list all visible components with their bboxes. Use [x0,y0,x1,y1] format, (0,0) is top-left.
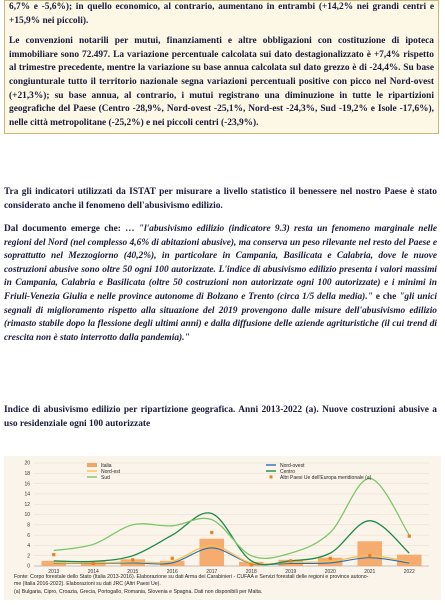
y-tick-label: 10 [24,512,30,519]
marker-altri-paesi [289,559,292,562]
marker-altri-paesi [131,558,134,561]
chart-source-line-2: me (Italia 2016-2022). Elaborazioni su dati JRC (Altri Paesi Ue). [14,581,161,587]
legend-label: Centro [280,468,296,475]
marker-altri-paesi [408,535,411,538]
chart-caption: Indice di abusivismo edilizio per ripartizione geografica. Anni 2013-2022 (a). Nuove costruzioni abusive a uso residenziale ogni 100 autorizzate [4,405,437,429]
chart-note: (a) Bulgaria, Cipro, Croazia, Grecia, Portogallo, Romania, Slovenia e Spagna. Dati non disponibili per Malta. [14,589,263,595]
marker-altri-paesi [92,562,95,565]
marker-altri-paesi [210,531,213,534]
bar-italia [358,541,382,566]
abusivismo-chart [4,456,441,600]
chart-source-line-1: Fonte: Corpo forestale dello Stato (Italia 2013-2016). Elaborazione su dati Arma dei Carabinieri - CUFAA e Servizi forestali delle regioni e province autono- [14,574,369,580]
x-tick-label: 2017 [206,569,218,575]
quote-miglioramento: "gli unici segnali di miglioramento rispetto alla situazione del 2019 provengono dalle misure dell'abusivismo edilizio (rimasto stabile dopo la flessione degli ultimi anni) e dalla diffusione delle aziende agrituristiche (il cui trend di crescita non è stato interrotto dalla pandemia)." [4,291,437,343]
marker-altri-paesi [329,557,332,560]
paragraph-istat-intro: Tra gli indicatori utilizzati da ISTAT per misurare a livello statistico il benessere nel nostro Paese è stato considerato anche il fenomeno dell'abusivismo edilizio. [4,187,437,211]
paragraph-mortgages: Le convenzioni notarili per mutui, finanziamenti e altre obbligazioni con costituzione di ipoteca immobiliare sono 72.497. La variazione percentuale calcolata sui dato destagionalizzato è +7,4% rispetto al trimestre precedente, mentre la variazione su base annua calcolata sul dato grezzo è di -24,4%. Su base congiunturale tutto il territorio nazionale segna variazioni percentuali positive con picco nel Nord-ovest (+21,3%); su base annua, al contrario, i mutui registrano una diminuzione in tutte le ripartizioni geografiche del Paese (Centro -28,9%, Nord-ovest -25,1%, Nord-est -24,3%, Sud -19,2% e Isole -17,6%), nelle città metropolitane (-25,2%) e nei piccoli centri (-23,9%). [9,36,434,128]
x-tick-label: 2013 [48,569,60,575]
y-tick-label: 6 [27,532,30,539]
quote-connector: e che [372,291,400,302]
legend-swatch-0 [87,463,97,467]
marker-altri-paesi [52,553,55,556]
x-tick-label: 2019 [285,569,297,575]
paragraph-territory: 6,7% e -5,6%); in quello economico, al contrario, aumentano in entrambi (+14,2% nei grandi centri e +15,9% nei piccoli). [9,2,434,26]
x-tick-label: 2022 [403,569,415,575]
paragraph-istat-quote [4,223,437,345]
x-tick-label: 2021 [364,569,376,575]
y-tick-label: 12 [24,501,30,508]
marker-altri-paesi [368,554,371,557]
legend-label: Nord-ovest [280,462,305,469]
quote-lead: Dal documento emerge che: … [4,224,139,234]
legend-label: Altri Paesi Ue dell'Europa meridionale (a) [280,474,372,481]
x-tick-label: 2015 [127,569,139,575]
summary-box [4,0,439,134]
y-tick-label: 16 [24,481,30,488]
y-tick-label: 0 [27,563,30,570]
y-tick-label: 20 [24,460,30,467]
quote-abusivismo: "l'abusivismo edilizio (indicatore 9.3) resta un fenomeno marginale nelle regioni del Nord (nel complesso 4,6% di abitazioni abusive), ma conserva un peso rilevante nel resto del Paese e soprattutto nel Mezzogiorno (40,2%), in particolare in Campania, Basilicata e Calabria, dove le nuove costruzioni abusive sono oltre 50 ogni 100 autorizzate. L'indice di abusivismo edilizio presenta i valori massimi in Campania, Calabria e Basilicata (oltre 50 costruzioni non autorizzate ogni 100 autorizzate) e i minimi in Friuli-Venezia Giulia e nelle province autonome di Bolzano e Trento (circa 1/5 della media)." [4,224,438,302]
y-tick-label: 14 [24,491,30,498]
x-tick-label: 2018 [245,569,257,575]
y-tick-label: 18 [24,471,30,477]
x-tick-label: 2014 [87,569,99,575]
legend-label: Italia [101,462,112,469]
y-tick-label: 4 [27,543,30,550]
marker-altri-paesi [250,563,253,566]
x-tick-label: 2016 [166,569,178,575]
y-tick-label: 2 [27,553,30,560]
y-tick-label: 8 [27,522,30,529]
bar-italia [200,539,224,566]
legend-label: Nord-est [101,468,121,475]
legend-swatch-5 [270,475,273,478]
x-tick-label: 2020 [324,569,336,575]
series-line-sud [54,478,410,558]
legend-label: Sud [101,474,110,481]
marker-altri-paesi [171,557,174,560]
